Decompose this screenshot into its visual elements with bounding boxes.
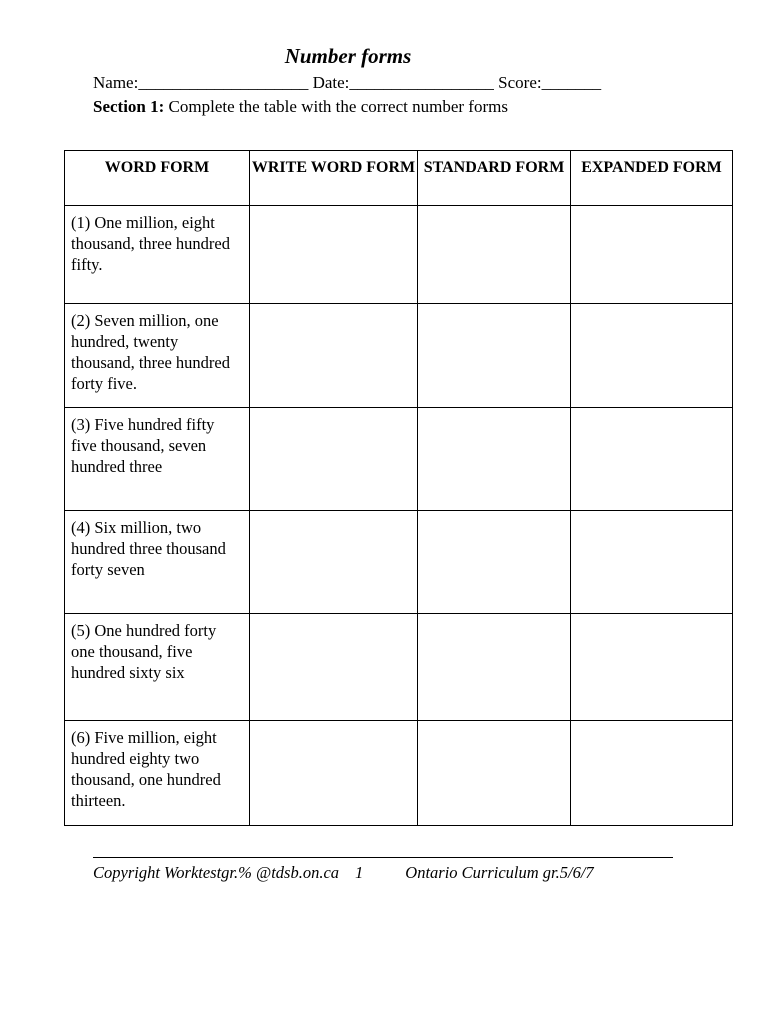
- footer-curriculum: Ontario Curriculum gr.5/6/7: [405, 863, 594, 882]
- footer-divider: [93, 857, 673, 858]
- date-label: Date:: [312, 73, 350, 92]
- word-form-cell: (6) Five million, eight hundred eighty two thousand, one hundred thirteen.: [65, 721, 250, 826]
- expanded-form-answer-cell[interactable]: [571, 304, 733, 408]
- expanded-form-answer-cell[interactable]: [571, 614, 733, 721]
- section-label: Section 1:: [93, 97, 165, 116]
- word-form-cell: (1) One million, eight thousand, three hundred fifty.: [65, 206, 250, 304]
- score-blank[interactable]: _______: [541, 73, 602, 92]
- header-standard-form: STANDARD FORM: [418, 151, 571, 206]
- expanded-form-answer-cell[interactable]: [571, 721, 733, 826]
- header-write-word-form: WRITE WORD FORM: [250, 151, 418, 206]
- table-row: [65, 511, 733, 614]
- standard-form-answer-cell[interactable]: [418, 614, 571, 721]
- standard-form-answer-cell[interactable]: [418, 304, 571, 408]
- header-expanded-form: EXPANDED FORM: [571, 151, 733, 206]
- table-header-row: [65, 151, 733, 206]
- worksheet-title: Number forms: [284, 44, 412, 68]
- write-word-form-answer-cell[interactable]: [250, 206, 418, 304]
- score-label: Score:: [498, 73, 542, 92]
- name-label: Name:: [93, 73, 139, 92]
- footer-page-number: 1: [355, 863, 364, 882]
- word-form-cell: (4) Six million, two hundred three thousand forty seven: [65, 511, 250, 614]
- write-word-form-answer-cell[interactable]: [250, 304, 418, 408]
- expanded-form-answer-cell[interactable]: [571, 206, 733, 304]
- footer-copyright: Copyright Worktestgr.% @tdsb.on.ca: [93, 863, 340, 882]
- word-form-cell: (2) Seven million, one hundred, twenty thousand, three hundred forty five.: [65, 304, 250, 408]
- student-info-line: [93, 73, 601, 93]
- write-word-form-answer-cell[interactable]: [250, 408, 418, 511]
- table-row: [65, 614, 733, 721]
- page-footer: [93, 863, 594, 883]
- write-word-form-answer-cell[interactable]: [250, 614, 418, 721]
- table-row: [65, 206, 733, 304]
- section-text: Complete the table with the correct number forms: [168, 97, 508, 116]
- expanded-form-answer-cell[interactable]: [571, 511, 733, 614]
- write-word-form-answer-cell[interactable]: [250, 511, 418, 614]
- number-forms-table: [64, 150, 733, 826]
- section-instruction: [93, 97, 508, 117]
- expanded-form-answer-cell[interactable]: [571, 408, 733, 511]
- word-form-cell: (3) Five hundred fifty five thousand, seven hundred three: [65, 408, 250, 511]
- header-word-form: WORD FORM: [65, 151, 250, 206]
- word-form-cell: (5) One hundred forty one thousand, five hundred sixty six: [65, 614, 250, 721]
- standard-form-answer-cell[interactable]: [418, 408, 571, 511]
- standard-form-answer-cell[interactable]: [418, 511, 571, 614]
- date-blank[interactable]: _________________: [349, 73, 494, 92]
- standard-form-answer-cell[interactable]: [418, 721, 571, 826]
- table-row: [65, 408, 733, 511]
- table-row: [65, 721, 733, 826]
- table-row: [65, 304, 733, 408]
- write-word-form-answer-cell[interactable]: [250, 721, 418, 826]
- name-blank[interactable]: ____________________: [138, 73, 309, 92]
- standard-form-answer-cell[interactable]: [418, 206, 571, 304]
